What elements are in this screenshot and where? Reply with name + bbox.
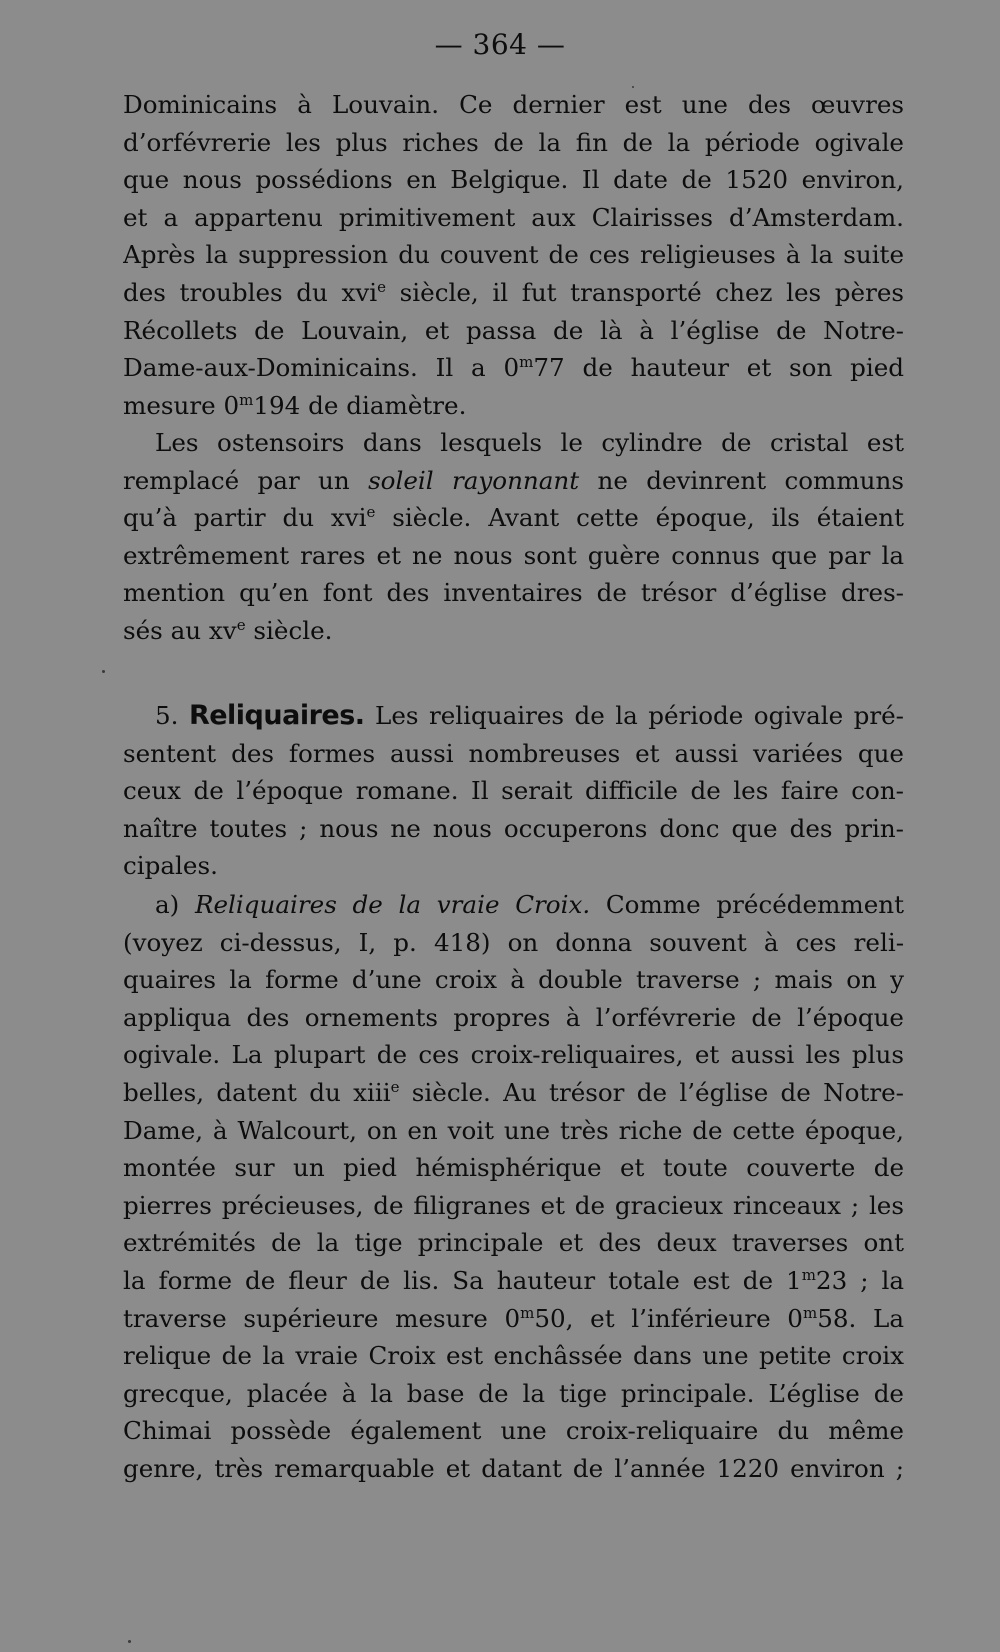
text-line: (voyez ci-dessus, I, p. 418) on donna souvent à ces reli- — [123, 927, 904, 957]
text-segment: qu’à partir du xvi — [123, 503, 367, 533]
text-segment: mesure 0 — [123, 390, 240, 420]
text-line: ogivale. La plupart de ces croix-reliquaires, et aussi les plus — [123, 1040, 904, 1070]
text-line — [123, 387, 904, 425]
page-number: — 364 — — [434, 28, 566, 61]
text-line: quaires la forme d’une croix à double traverse ; mais on y — [123, 965, 904, 995]
italic-phrase: soleil rayonnant — [368, 465, 580, 495]
text-line: genre, très remarquable et datant de l’année 1220 environ ; — [123, 1453, 904, 1483]
subsection-title: Reliquaires de la vraie Croix. — [194, 890, 591, 919]
text-line: sentent des formes aussi nombreuses et aussi variées que — [123, 738, 904, 768]
paragraph-vraie-croix — [123, 886, 904, 1488]
text-line — [123, 1074, 904, 1112]
text-line — [123, 1262, 904, 1300]
text-segment: siècle. Avant cette époque, ils étaient — [375, 503, 904, 533]
paragraph-continuation — [123, 86, 904, 424]
text-line: extrémités de la tige principale et des deux traverses ont — [123, 1228, 904, 1258]
text-segment: siècle, il fut transporté chez les pères — [399, 277, 904, 307]
text-line: extrêmement rares et ne nous sont guère connus que par la — [123, 540, 904, 570]
text-line: et a appartenu primitivement aux Clairisses d’Amsterdam. — [123, 202, 904, 232]
text-segment: ne devinrent communs — [579, 465, 904, 495]
text-segment: siècle. Au trésor de l’église de Notre- — [399, 1077, 904, 1107]
text-segment: 23 ; la — [815, 1265, 904, 1295]
text-segment: sés au xv — [123, 615, 237, 645]
text-line: relique de la vraie Croix est enchâssée dans une petite croix — [123, 1341, 904, 1371]
text-line: grecque, placée à la base de la tige principale. L’église de — [123, 1378, 904, 1408]
superscript: m — [239, 390, 254, 409]
section-heading: Reliquaires. — [188, 700, 365, 731]
text-segment: remplacé par un — [123, 465, 369, 495]
superscript: m — [802, 1303, 818, 1322]
superscript: m — [519, 353, 534, 372]
text-line: montée sur un pied hémisphérique et toute couverte de — [123, 1153, 904, 1183]
superscript: e — [390, 1077, 400, 1096]
text-line: que nous possédions en Belgique. Il date de 1520 environ, — [123, 165, 904, 195]
text-line: Récollets de Louvain, et passa de là à l’église de Notre- — [123, 315, 904, 345]
text-line: Dominicains à Louvain. Ce dernier est une des œuvres — [123, 90, 904, 119]
scan-speck — [102, 670, 105, 673]
text-line — [123, 349, 904, 387]
text-segment: traverse supérieure mesure 0 — [123, 1303, 521, 1333]
section-reliquaires — [123, 697, 904, 885]
list-label: a) — [155, 890, 195, 919]
text-segment: siècle. — [245, 615, 333, 645]
text-segment: Les reliquaires de la période ogivale pré- — [364, 701, 904, 730]
section-number: 5. — [155, 701, 189, 730]
text-line: cipales. — [123, 851, 218, 881]
superscript: e — [236, 615, 246, 634]
text-line: appliqua des ornements propres à l’orfévrerie de l’époque — [123, 1002, 904, 1032]
superscript: m — [520, 1303, 535, 1322]
text-line: Après la suppression du couvent de ces religieuses à la suite — [123, 240, 904, 270]
text-line — [123, 274, 904, 312]
text-line — [123, 886, 904, 924]
superscript: e — [366, 503, 376, 522]
superscript: m — [801, 1265, 816, 1284]
text-line — [123, 1300, 904, 1338]
text-segment: 77 de hauteur et son pied — [533, 353, 904, 383]
text-segment: la forme de fleur de lis. Sa hauteur totale est de 1 — [123, 1265, 802, 1295]
text-segment: Comme précédemment — [590, 890, 904, 919]
text-line: naître toutes ; nous ne nous occuperons donc que des prin- — [123, 813, 904, 843]
text-line: d’orfévrerie les plus riches de la fin de la période ogivale — [123, 127, 904, 157]
scan-speck — [128, 1640, 131, 1643]
text-line: ceux de l’époque romane. Il serait difficile de les faire con- — [123, 776, 904, 806]
scan-speck — [632, 86, 634, 88]
text-segment: 50, et l’inférieure 0 — [534, 1303, 803, 1333]
text-line — [123, 499, 904, 537]
text-line — [123, 612, 904, 650]
text-segment: 194 de diamètre. — [253, 390, 467, 420]
text-line: Les ostensoirs dans lesquels le cylindre de cristal est — [155, 428, 904, 457]
text-segment: belles, datent du xiii — [123, 1077, 391, 1107]
text-line: Dame, à Walcourt, on en voit une très riche de cette époque, — [123, 1115, 904, 1145]
superscript: e — [377, 277, 387, 296]
text-segment: des troubles du xvi — [123, 277, 378, 307]
text-line — [123, 462, 904, 500]
text-line: Chimai possède également une croix-reliquaire du même — [123, 1416, 904, 1446]
text-line: mention qu’en font des inventaires de trésor d’église dres- — [123, 578, 904, 608]
text-segment: Dame-aux-Dominicains. Il a 0 — [123, 353, 520, 383]
text-line — [123, 697, 904, 735]
paragraph-ostensoirs — [123, 424, 904, 650]
text-line: pierres précieuses, de filigranes et de gracieux rinceaux ; les — [123, 1190, 904, 1220]
text-segment: 58. La — [817, 1303, 904, 1333]
